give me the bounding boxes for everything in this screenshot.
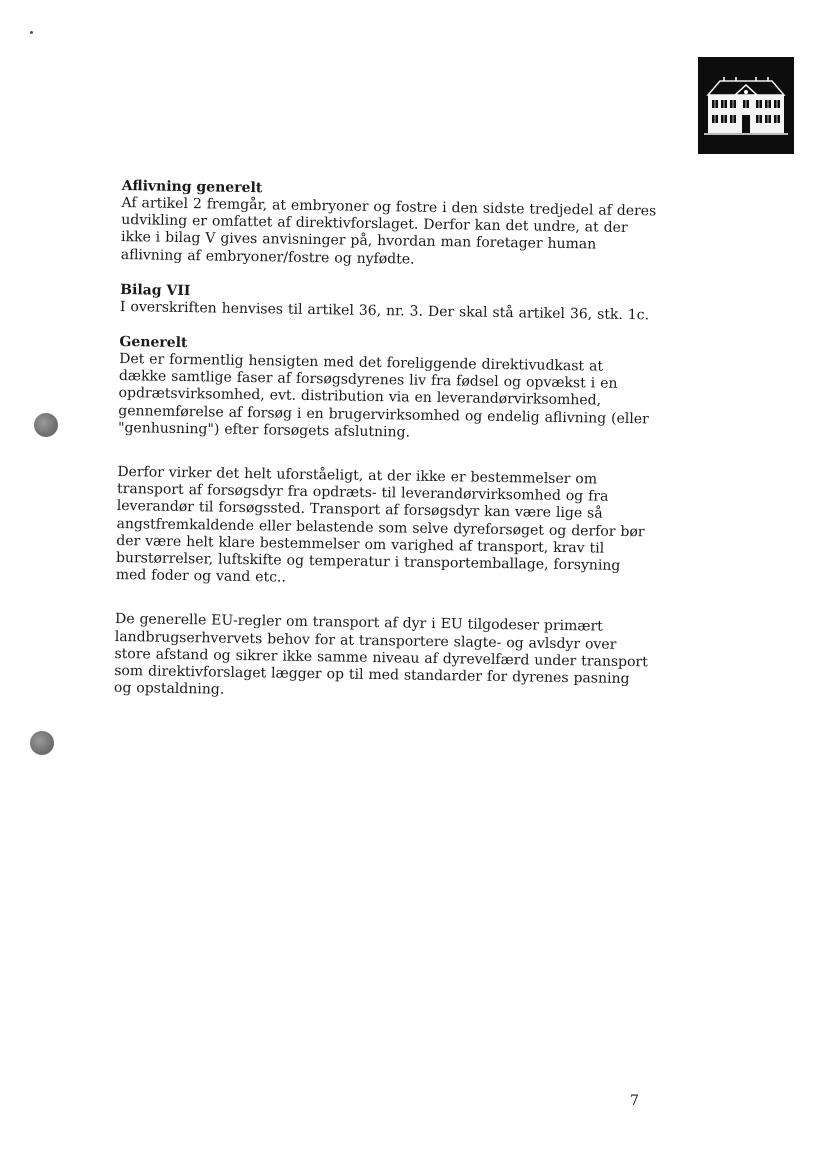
- section-aflivning: [121, 178, 658, 272]
- section-text: Det er formentlig hensigten med det foreliggende direktivudkast at dække samtlige faser af forsøgsdyrenes liv fra fødsel og opvækst i en opdrætsvirksomhed, evt. distribution via en leverandørvirksomhed, gennemførelse af forsøg i en brugervirksomhed og endelig aflivning (eller "genhusning") efter forsøgets afslutning.: [117, 350, 649, 441]
- manor-house-icon: [698, 57, 794, 154]
- paragraph-transport: Derfor virker det helt uforståeligt, at der ikke er bestemmelser om transport af forsøgsdyr fra opdræts- til leverandørvirksomhed og fra leverandør til forsøgssted. Transport af forsøgsdyr kan være lige så angstfremkaldende eller belastende som selve dyreforsøget og derfor bør der være helt klare bestemmelser om varighed af transport, krav til burstørrelser, luftskifte og temperatur i transportemballage, forsyning med foder og vand etc..: [115, 463, 645, 586]
- scan-speck: [30, 31, 33, 34]
- section-heading: Generelt: [119, 333, 188, 352]
- section-heading: Bilag VII: [120, 281, 191, 299]
- section-generelt: [118, 334, 656, 445]
- section-text: I overskriften henvises til artikel 36, nr. 3. Der skal stå artikel 36, stk. 1c.: [119, 298, 650, 324]
- punch-hole: [34, 413, 58, 437]
- section-text: Af artikel 2 fremgår, at embryoner og fostre i den sidste tredjedel af deres udvikling er omfattet af direktivforslaget. Derfor kan det undre, at der ikke i bilag V gives anvisninger på, hvordan man foretager human aflivning af embryoner/fostre og nyfødte.: [120, 194, 657, 268]
- section-bilag-vii: [120, 282, 656, 325]
- page-number: 7: [630, 1093, 639, 1109]
- document-body: [113, 178, 658, 733]
- punch-hole: [30, 731, 54, 755]
- section-heading: Aflivning generelt: [121, 178, 263, 197]
- paragraph-eu-regler: De generelle EU-regler om transport af dyr i EU tilgodeser primært landbrugserhvervets behov for at transportere slagte- og avlsdyr over store afstand og sikrer ikke samme niveau af dyrevelfærd under transport som direktivforslaget lægger op til med standarder for dyrenes pasning og opstaldning.: [113, 611, 648, 698]
